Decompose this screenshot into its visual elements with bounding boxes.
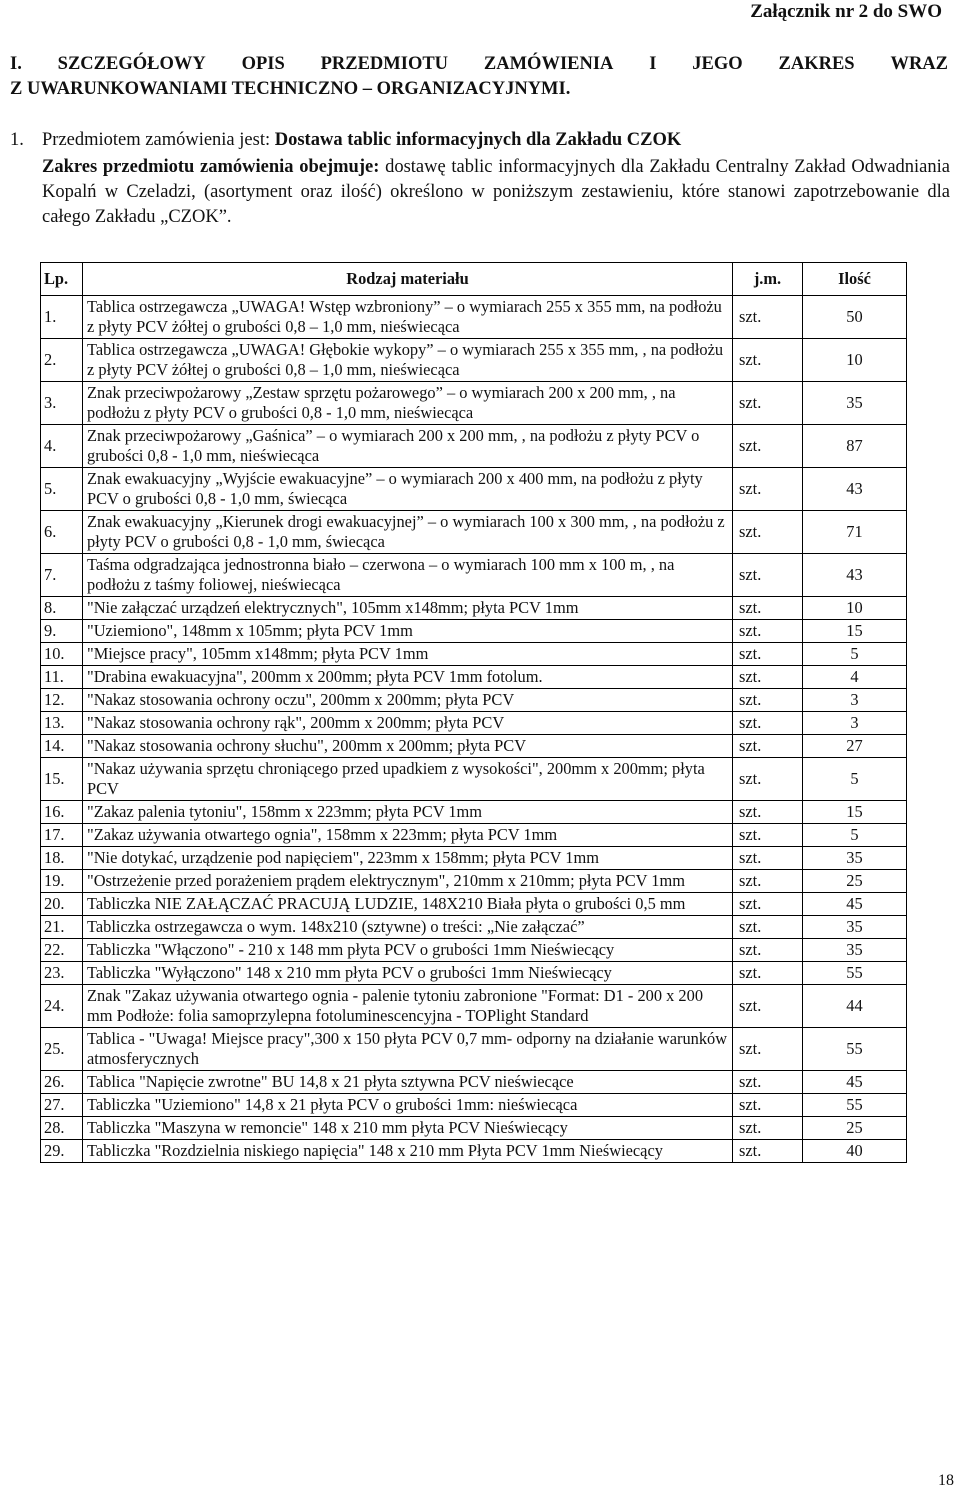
row-number: 25. [41,1028,83,1071]
heading-word: JEGO [692,54,743,74]
heading-word: PRZEDMIOTU [320,54,449,74]
row-description: Znak "Zakaz używania otwartego ognia - palenie tytoniu zabronione "Format: D1 - 200 x 200 mm Podłoże: folia samoprzylepna fotoluminescencyjna - TOPlight Standard [83,985,733,1028]
row-quantity: 35 [803,847,907,870]
annex-label: Załącznik nr 2 do SWO [750,1,942,22]
row-quantity: 35 [803,939,907,962]
row-description: Tabliczka ostrzegawcza o wym. 148x210 (sztywne) o treści: „Nie załączać” [83,916,733,939]
row-unit: szt. [733,1094,803,1117]
row-description: Tabliczka "Rozdzielnia niskiego napięcia" 148 x 210 mm Płyta PCV 1mm Nieświecący [83,1140,733,1163]
row-description: "Uziemiono", 148mm x 105mm; płyta PCV 1mm [83,620,733,643]
items-body [41,296,907,1163]
table-row [41,939,907,962]
paragraph-1 [10,128,950,153]
row-unit: szt. [733,1117,803,1140]
row-unit: szt. [733,382,803,425]
row-number: 3. [41,382,83,425]
heading-word: I [649,54,657,74]
row-quantity: 10 [803,597,907,620]
row-number: 14. [41,735,83,758]
row-description: "Ostrzeżenie przed porażeniem prądem elektrycznym", 210mm x 210mm; płyta PCV 1mm [83,870,733,893]
row-quantity: 10 [803,339,907,382]
heading-line2: Z UWARUNKOWANIAMI TECHNICZNO – ORGANIZACYJNYMI. [10,79,571,99]
row-unit: szt. [733,339,803,382]
table-row [41,554,907,597]
row-quantity: 71 [803,511,907,554]
row-quantity: 15 [803,620,907,643]
row-description: "Nakaz używania sprzętu chroniącego przed upadkiem z wysokości", 200mm x 200mm; płyta PCV [83,758,733,801]
header-lp: Lp. [41,263,83,296]
heading-word: WRAZ [890,54,948,74]
row-number: 13. [41,712,83,735]
row-number: 7. [41,554,83,597]
row-description: Tabliczka NIE ZAŁĄCZAĆ PRACUJĄ LUDZIE, 148X210 Biała płyta o grubości 0,5 mm [83,893,733,916]
row-quantity: 3 [803,712,907,735]
row-quantity: 3 [803,689,907,712]
items-table [40,262,907,1163]
table-header-row [41,263,907,296]
row-description: "Zakaz używania otwartego ognia", 158mm x 223mm; płyta PCV 1mm [83,824,733,847]
row-quantity: 27 [803,735,907,758]
row-description: "Miejsce pracy", 105mm x148mm; płyta PCV 1mm [83,643,733,666]
heading-word: OPIS [241,54,285,74]
row-unit: szt. [733,939,803,962]
heading-word: ZAKRES [778,54,855,74]
heading-word: ZAMÓWIENIA [483,54,614,74]
row-quantity: 50 [803,296,907,339]
row-number: 20. [41,893,83,916]
table-row [41,824,907,847]
table-row [41,425,907,468]
table-row [41,1028,907,1071]
row-number: 29. [41,1140,83,1163]
row-unit: szt. [733,554,803,597]
row-number: 24. [41,985,83,1028]
row-number: 19. [41,870,83,893]
row-number: 18. [41,847,83,870]
table-row [41,1094,907,1117]
row-quantity: 40 [803,1140,907,1163]
table-row [41,296,907,339]
row-description: "Zakaz palenia tytoniu", 158mm x 223mm; płyta PCV 1mm [83,801,733,824]
row-description: Znak ewakuacyjny „Wyjście ewakuacyjne” – o wymiarach 200 x 400 mm, na podłożu z płyty PCV o grubości 0,8 - 1,0 mm, świecąca [83,468,733,511]
row-unit: szt. [733,824,803,847]
row-unit: szt. [733,597,803,620]
row-number: 10. [41,643,83,666]
paragraph-1-number: 1. [10,130,24,150]
row-number: 4. [41,425,83,468]
row-number: 27. [41,1094,83,1117]
row-quantity: 45 [803,1071,907,1094]
heading-line1 [10,52,948,77]
row-quantity: 5 [803,758,907,801]
row-unit: szt. [733,893,803,916]
row-description: Znak przeciwpożarowy „Zestaw sprzętu pożarowego” – o wymiarach 200 x 200 mm, , na podłożu z płyty PCV o grubości 0,8 - 1,0 mm, nieświecąca [83,382,733,425]
row-unit: szt. [733,1140,803,1163]
row-quantity: 5 [803,643,907,666]
row-description: Znak przeciwpożarowy „Gaśnica” – o wymiarach 200 x 200 mm, , na podłożu z płyty PCV o grubości 0,8 - 1,0 mm, nieświecąca [83,425,733,468]
paragraph-2-lead: Zakres przedmiotu zamówienia obejmuje: [42,157,380,177]
row-description: Tabliczka "Włączono" - 210 x 148 mm płyta PCV o grubości 1mm Nieświecący [83,939,733,962]
row-quantity: 25 [803,1117,907,1140]
table-row [41,712,907,735]
row-description: Znak ewakuacyjny „Kierunek drogi ewakuacyjnej” – o wymiarach 100 x 300 mm, , na podłożu z płyty PCV o grubości 0,8 - 1,0 mm, świecąca [83,511,733,554]
row-description: "Nakaz stosowania ochrony rąk", 200mm x 200mm; płyta PCV [83,712,733,735]
paragraph-2-text: dostawę tablic informacyjnych dla Zakładu Centralny Zakład Odwadniania Kopalń w Czeladzi, (asortyment oraz ilość) określono w poniższym zestawieniu, które stanowi zapotrzebowanie dla całego Zakładu „CZOK”. [42,157,950,227]
row-quantity: 35 [803,916,907,939]
header-qty: Ilość [803,263,907,296]
paragraph-2-number [10,155,42,180]
row-unit: szt. [733,847,803,870]
row-quantity: 4 [803,666,907,689]
row-description: Tablica ostrzegawcza „UWAGA! Wstęp wzbroniony” – o wymiarach 255 x 355 mm, na podłożu z płyty PCV żółtej o grubości 0,8 – 1,0 mm, nieświecąca [83,296,733,339]
row-number: 28. [41,1117,83,1140]
row-description: Tabliczka "Wyłączono" 148 x 210 mm płyta PCV o grubości 1mm Nieświecący [83,962,733,985]
table-row [41,758,907,801]
row-description: Tablica ostrzegawcza „UWAGA! Głębokie wykopy” – o wymiarach 255 x 355 mm, , na podłożu z płyty PCV żółtej o grubości 0,8 – 1,0 mm, nieświecąca [83,339,733,382]
table-row [41,735,907,758]
row-number: 16. [41,801,83,824]
table-row [41,985,907,1028]
table-row [41,468,907,511]
row-quantity: 55 [803,962,907,985]
row-description: Tablica - "Uwaga! Miejsce pracy",300 x 150 płyta PCV 0,7 mm- odporny na działanie warunków atmosferycznych [83,1028,733,1071]
row-number: 6. [41,511,83,554]
row-unit: szt. [733,962,803,985]
row-unit: szt. [733,916,803,939]
row-number: 5. [41,468,83,511]
row-unit: szt. [733,758,803,801]
row-description: Tablica "Napięcie zwrotne" BU 14,8 x 21 płyta sztywna PCV nieświecące [83,1071,733,1094]
paragraph-1-subject: Dostawa tablic informacyjnych dla Zakładu CZOK [274,130,682,150]
table-row [41,893,907,916]
row-unit: szt. [733,620,803,643]
row-number: 21. [41,916,83,939]
row-quantity: 35 [803,382,907,425]
table-row [41,511,907,554]
row-unit: szt. [733,511,803,554]
row-unit: szt. [733,985,803,1028]
row-quantity: 55 [803,1028,907,1071]
table-row [41,620,907,643]
table-row [41,689,907,712]
row-number: 2. [41,339,83,382]
row-number: 22. [41,939,83,962]
table-row [41,1117,907,1140]
table-row [41,1140,907,1163]
row-number: 9. [41,620,83,643]
row-number: 15. [41,758,83,801]
table-row [41,916,907,939]
row-quantity: 44 [803,985,907,1028]
page-number: 18 [938,1472,954,1489]
row-number: 11. [41,666,83,689]
row-number: 12. [41,689,83,712]
row-description: "Nakaz stosowania ochrony słuchu", 200mm x 200mm; płyta PCV [83,735,733,758]
row-quantity: 43 [803,468,907,511]
header-material: Rodzaj materiału [83,263,733,296]
row-quantity: 15 [803,801,907,824]
paragraph-1-lead: Przedmiotem zamówienia jest: [42,130,275,150]
row-description: Tabliczka "Uziemiono" 14,8 x 21 płyta PCV o grubości 1mm: nieświecąca [83,1094,733,1117]
row-quantity: 55 [803,1094,907,1117]
row-unit: szt. [733,468,803,511]
section-heading [10,52,948,102]
row-number: 26. [41,1071,83,1094]
heading-word: SZCZEGÓŁOWY [57,54,206,74]
row-unit: szt. [733,870,803,893]
paragraph-2 [10,155,950,230]
row-number: 17. [41,824,83,847]
row-unit: szt. [733,1071,803,1094]
row-description: "Drabina ewakuacyjna", 200mm x 200mm; płyta PCV 1mm fotolum. [83,666,733,689]
table-row [41,870,907,893]
row-unit: szt. [733,643,803,666]
table-row [41,1071,907,1094]
table-row [41,666,907,689]
row-description: "Nie załączać urządzeń elektrycznych", 105mm x148mm; płyta PCV 1mm [83,597,733,620]
row-unit: szt. [733,801,803,824]
row-unit: szt. [733,666,803,689]
row-description: Taśma odgradzająca jednostronna biało – czerwona – o wymiarach 100 mm x 100 m, , na podłożu z taśmy foliowej, nieświecąca [83,554,733,597]
row-quantity: 5 [803,824,907,847]
row-unit: szt. [733,712,803,735]
row-description: Tabliczka "Maszyna w remoncie" 148 x 210 mm płyta PCV Nieświecący [83,1117,733,1140]
row-unit: szt. [733,296,803,339]
row-unit: szt. [733,735,803,758]
row-number: 8. [41,597,83,620]
row-quantity: 87 [803,425,907,468]
table-row [41,801,907,824]
row-description: "Nakaz stosowania ochrony oczu", 200mm x 200mm; płyta PCV [83,689,733,712]
row-quantity: 45 [803,893,907,916]
row-quantity: 25 [803,870,907,893]
row-unit: szt. [733,425,803,468]
table-row [41,597,907,620]
row-number: 1. [41,296,83,339]
table-row [41,962,907,985]
row-description: "Nie dotykać, urządzenie pod napięciem", 223mm x 158mm; płyta PCV 1mm [83,847,733,870]
table-row [41,847,907,870]
heading-numeral: I. [10,54,22,74]
row-quantity: 43 [803,554,907,597]
row-number: 23. [41,962,83,985]
row-unit: szt. [733,689,803,712]
table-row [41,382,907,425]
table-row [41,643,907,666]
table-row [41,339,907,382]
header-unit: j.m. [733,263,803,296]
row-unit: szt. [733,1028,803,1071]
